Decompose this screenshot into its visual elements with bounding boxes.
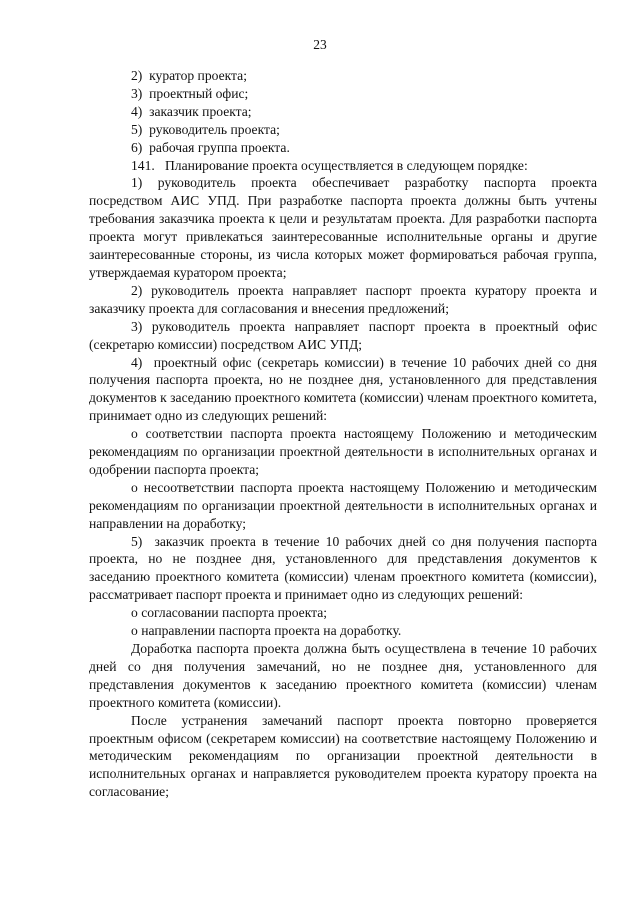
list-item-customer: 4) заказчик проекта;	[131, 103, 252, 119]
clause-141: 141. Планирование проекта осуществляется в следующем порядке:	[131, 157, 528, 173]
list-item-curator: 2) куратор проекта;	[131, 68, 247, 83]
step-3-paragraph: 3) руководитель проекта направляет паспорт проекта в проектный офис (секретарю комиссии) посредством АИС УПД;	[89, 318, 597, 352]
recheck-paragraph: После устранения замечаний паспорт проекта повторно проверяется проектным офисом (секретарем комиссии) на соответствие настоящему Положению и методическим рекомендациям по организации проектной деятельности в исполнительных органах и направляется руководителем проекта куратору проекта на согласование;	[89, 712, 597, 800]
step-4-paragraph: 4) проектный офис (секретарь комиссии) в течение 10 рабочих дней со дня получения паспорта проекта, но не позднее дня, установленного для представления документов к заседанию проектного комитета (комиссии) членам проектного комитета, принимает одно из следующих решений:	[89, 354, 597, 424]
list-item-project-manager: 5) руководитель проекта;	[131, 121, 280, 137]
decision-approval-paragraph: о согласовании паспорта проекта;	[131, 605, 328, 621]
list-item-project-office: 3) проектный офис;	[131, 85, 249, 101]
page-number: 23	[313, 37, 327, 52]
revision-deadline-paragraph: Доработка паспорта проекта должна быть осуществлена в течение 10 рабочих дней со дня получения замечаний, но не позднее дня, установленного для представления документов к заседанию проектного комитета (комиссии) членам проектного комитета (комиссии).	[89, 641, 597, 710]
decision-revision-paragraph: о направлении паспорта проекта на доработку.	[131, 623, 402, 639]
document-body	[89, 67, 597, 801]
step-5-paragraph: 5) заказчик проекта в течение 10 рабочих дней со дня получения паспорта проекта, но не позднее дня, установленного для представления документов к заседанию проектного комитета (комиссии) членам проектного комитета (комиссии), рассматривает паспорт проекта и принимает одно из следующих решений:	[89, 533, 597, 603]
decision-noncompliance-paragraph: о несоответствии паспорта проекта настоящему Положению и методическим рекомендациям по организации проектной деятельности в исполнительных органах и направлении на доработку;	[89, 479, 597, 531]
step-2-paragraph: 2) руководитель проекта направляет паспорт проекта куратору проекта и заказчику проекта для согласования и внесения предложений;	[89, 282, 597, 316]
list-item-working-group: 6) рабочая группа проекта.	[131, 139, 290, 155]
step-1-paragraph: 1) руководитель проекта обеспечивает разработку паспорта проекта посредством АИС УПД. При разработке паспорта проекта должны быть учтены требования заказчика проекта к цели и результатам проекта. Для разработки паспорта проекта могут привлекаться заинтересованные исполнительные органы и другие заинтересованные стороны, из числа которых может формироваться рабочая группа, утверждаемая куратором проекта;	[89, 175, 597, 280]
decision-compliance-paragraph: о соответствии паспорта проекта настоящему Положению и методическим рекомендациям по организации проектной деятельности в исполнительных органах и одобрении паспорта проекта;	[89, 426, 597, 477]
